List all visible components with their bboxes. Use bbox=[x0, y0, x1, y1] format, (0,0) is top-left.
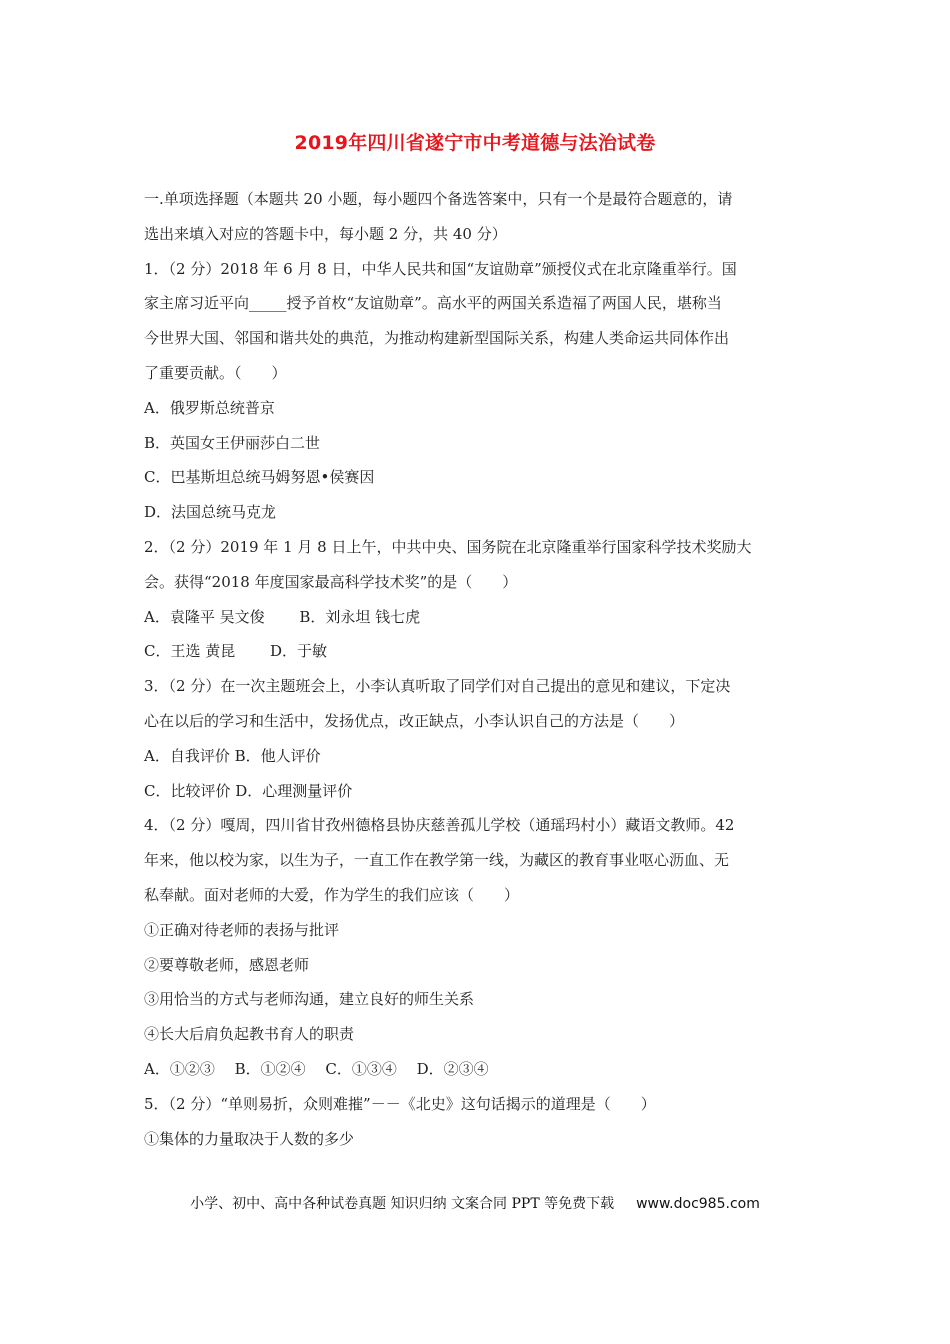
footer-text: 小学、初中、高中各种试卷真题 知识归纳 文案合同 PPT 等免费下载 bbox=[190, 1196, 615, 1212]
question-4-stem-line-2: 年来，他以校为家，以生为子，一直工作在教学第一线，为藏区的教育事业呕心沥血、无 bbox=[144, 851, 730, 870]
question-4-stem-line-1: 4．（2 分）嘎周，四川省甘孜州德格县协庆慈善孤儿学校（通瑶玛村小）藏语文教师。42 bbox=[144, 816, 735, 835]
question-3-stem-line-1: 3．（2 分）在一次主题班会上，小李认真听取了同学们对自己提出的意见和建议，下定决 bbox=[144, 677, 731, 696]
question-4-options: A．①②③ B．①②④ C．①③④ D．②③④ bbox=[144, 1059, 489, 1078]
question-2-options-ab: A．袁隆平 吴文俊 B．刘永坦 钱七虎 bbox=[144, 607, 421, 626]
question-5-statement-1: ①集体的力量取决于人数的多少 bbox=[144, 1129, 355, 1148]
question-1-option-a: A．俄罗斯总统普京 bbox=[144, 398, 275, 417]
question-3-stem-line-2: 心在以后的学习和生活中，发扬优点，改正缺点，小李认识自己的方法是（ ） bbox=[144, 711, 685, 730]
question-1-stem-line-4: 了重要贡献。（ ） bbox=[144, 363, 287, 382]
exam-title: 2019年四川省遂宁市中考道德与法治试卷 bbox=[294, 132, 656, 154]
question-2-options-cd: C．王选 黄昆 D．于敏 bbox=[144, 642, 328, 661]
question-2-stem-line-1: 2．（2 分）2019 年 1 月 8 日上午，中共中央、国务院在北京隆重举行国家科学技术奖励大 bbox=[144, 537, 752, 556]
question-1-stem-line-3: 今世界大国、邻国和谐共处的典范，为推动构建新型国际关系，构建人类命运共同体作出 bbox=[144, 329, 730, 348]
question-1-stem-line-1: 1．（2 分）2018 年 6 月 8 日，中华人民共和国“友谊勋章”颁授仪式在北京隆重举行。国 bbox=[144, 259, 737, 278]
footer-url: www.doc985.com bbox=[636, 1196, 760, 1212]
question-1-option-b: B．英国女王伊丽莎白二世 bbox=[144, 433, 321, 452]
page-footer bbox=[0, 1193, 950, 1213]
question-4-stem-line-3: 私奉献。面对老师的大爱，作为学生的我们应该（ ） bbox=[144, 885, 520, 904]
question-4-statement-3: ③用恰当的方式与老师沟通，建立良好的师生关系 bbox=[144, 990, 475, 1009]
question-3-options-cd: C．比较评价 D．心理测量评价 bbox=[144, 781, 353, 800]
question-4-statement-2: ②要尊敬老师，感恩老师 bbox=[144, 955, 310, 974]
question-2-stem-line-2: 会。获得“2018 年度国家最高科学技术奖”的是（ ） bbox=[144, 572, 518, 591]
question-3-options-ab: A．自我评价 B．他人评价 bbox=[144, 746, 321, 765]
question-1-option-d: D．法国总统马克龙 bbox=[144, 503, 277, 522]
question-4-statement-1: ①正确对待老师的表扬与批评 bbox=[144, 920, 340, 939]
question-5-stem-line-1: 5．（2 分）“单则易折，众则难摧”－－《北史》这句话揭示的道理是（ ） bbox=[144, 1094, 656, 1113]
exam-content bbox=[144, 182, 812, 1156]
question-4-statement-4: ④长大后肩负起教书育人的职责 bbox=[144, 1025, 355, 1044]
question-1-stem-line-2: 家主席习近平向_____授予首枚“友谊勋章”。高水平的两国关系造福了两国人民，堪称当 bbox=[144, 294, 722, 313]
section-heading-line-1: 一.单项选择题（本题共 20 小题，每小题四个备选答案中，只有一个是最符合题意的，请 bbox=[144, 190, 733, 208]
section-heading-line-2: 选出来填入对应的答题卡中，每小题 2 分，共 40 分） bbox=[144, 224, 507, 243]
question-1-option-c: C．巴基斯坦总统马姆努恩•侯赛因 bbox=[144, 468, 375, 487]
